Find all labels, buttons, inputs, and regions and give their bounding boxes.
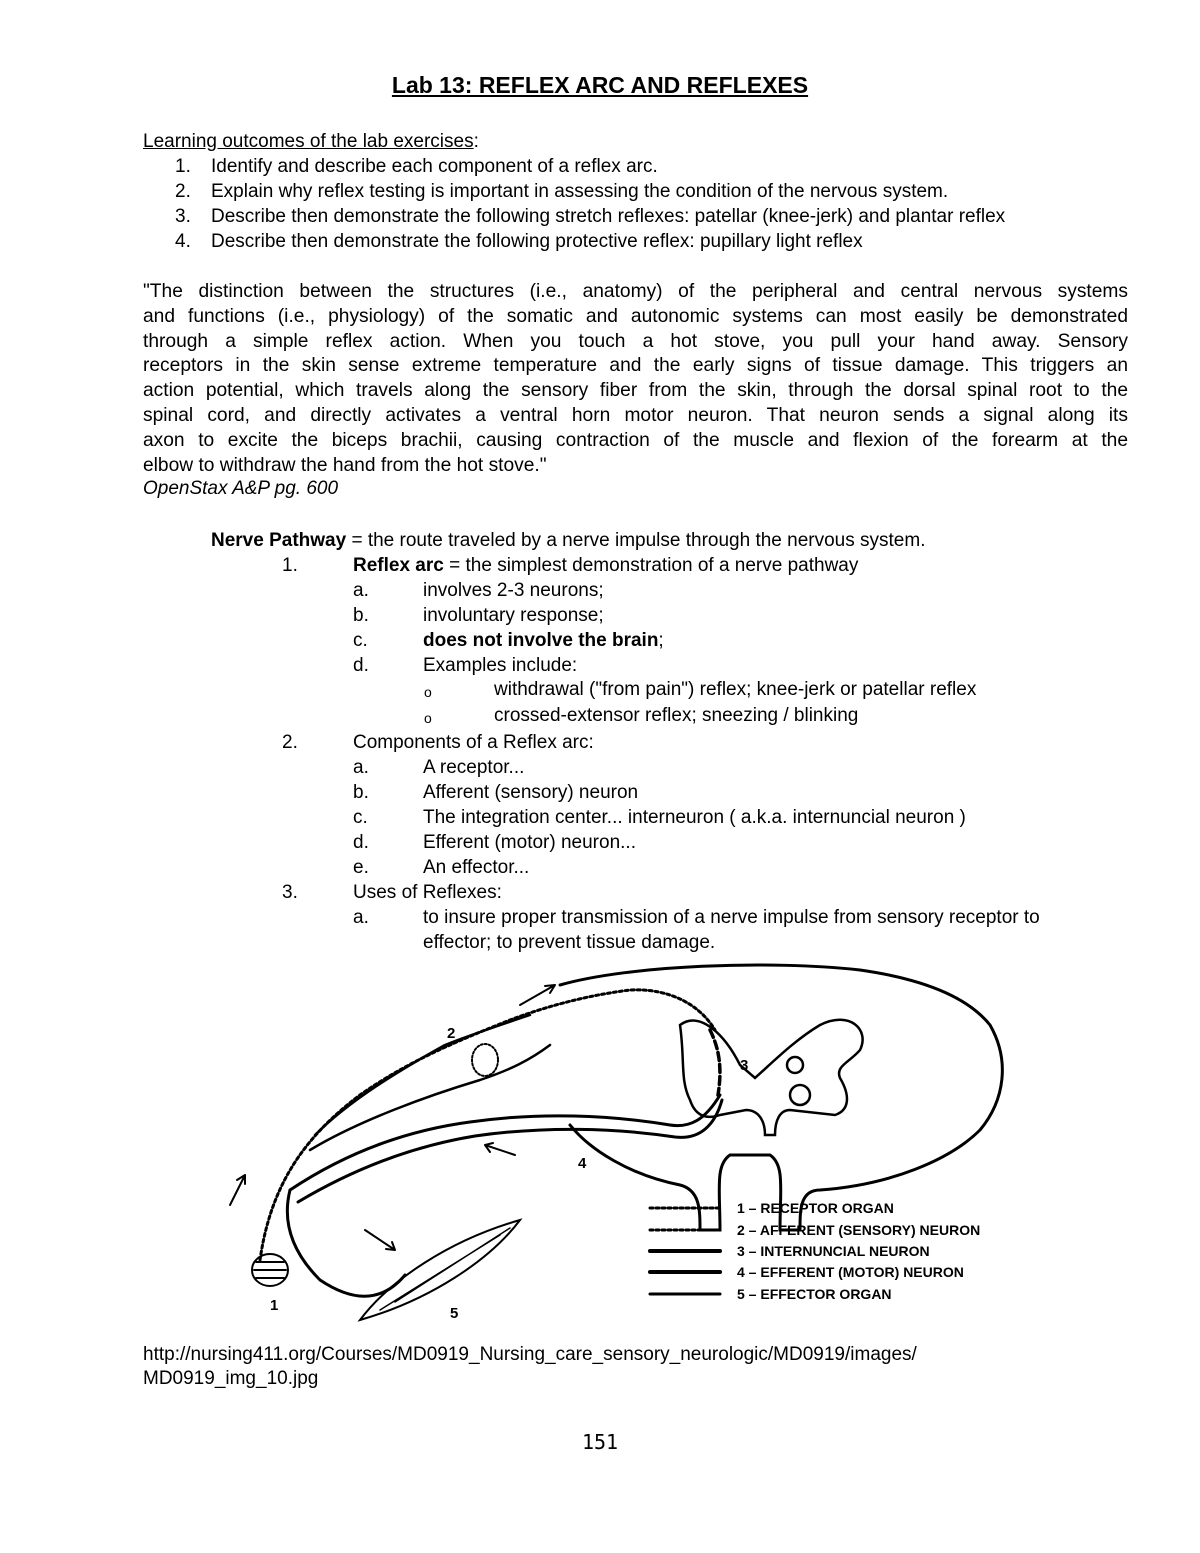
label-3: 3 [740,1057,749,1074]
section-text: Uses of Reflexes: [353,882,502,903]
outcome-num: 3. [175,206,191,227]
nerve-pathway-definition [211,528,925,553]
outcomes-heading-text: Learning outcomes of the lab exercises [143,131,474,152]
item-text: The integration center... interneuron ( a.k.a. internuncial neuron ) [423,807,966,828]
item-text: Afferent (sensory) neuron [423,782,639,803]
arrow-effector [365,1230,395,1250]
reflex-arc-diagram [210,950,1110,1330]
reflex-arc-text: = the simplest demonstration of a nerve pathway [443,555,859,576]
item-letter: b. [353,605,369,626]
page-number: 151 [581,1430,619,1454]
internuncial-path [710,1030,720,1095]
legend-item: 2 – AFFERENT (SENSORY) NEURON [737,1222,981,1238]
legend-item: 4 – EFFERENT (MOTOR) NEURON [737,1264,964,1280]
reflex-arc-definition [353,553,858,578]
label-5: 5 [450,1305,459,1322]
efferent-fiber [287,1190,405,1296]
receptor-organ-fill [254,1262,286,1278]
section-num: 2. [282,732,298,753]
item-text-suffix: ; [658,630,664,651]
outcome-num: 4. [175,231,191,252]
quote-line: receptors in the skin sense extreme temperature and the early signs of tissue damage. This triggers an [143,355,1128,377]
nerve-pathway-text: = the route traveled by a nerve impulse through the nervous system. [346,530,926,551]
quote-line: through a simple reflex action. When you touch a hot stove, you pull your hand away. Sensory [143,330,1128,352]
central-canal-lower [790,1085,810,1105]
item-letter: b. [353,782,369,803]
item-letter: a. [353,580,369,601]
effector-muscle-fibers [380,1228,510,1310]
item-letter: c. [353,630,368,651]
item-bold-text: does not involve the brain [423,630,659,651]
quote-line: "The distinction between the structures (i.e., anatomy) of the peripheral and central nervous systems [143,281,1128,302]
central-canal [787,1057,803,1073]
source-url-line2: MD0919_img_10.jpg [143,1368,319,1389]
quote-line: elbow to withdraw the hand from the hot stove." [143,454,547,476]
outcomes-heading-colon: : [473,131,479,152]
item-text: involves 2-3 neurons; [423,580,604,601]
effector-muscle [360,1220,520,1320]
quote-line: spinal cord, and directly activates a ventral horn motor neuron. That neuron sends a signal along its [143,404,1128,426]
ventral-root-outer [290,1095,720,1190]
label-1: 1 [270,1297,279,1314]
outcome-text: Explain why reflex testing is important in assessing the condition of the nervous system. [211,181,949,202]
item-letter: a. [353,757,369,778]
bullet-text: withdrawal ("from pain") reflex; knee-jerk or patellar reflex [494,679,977,700]
item-text-continued: effector; to prevent tissue damage. [423,932,716,953]
outcome-text: Describe then demonstrate the following stretch reflexes: patellar (knee-jerk) and plantar reflex [211,206,1006,227]
dorsal-root-inner [310,1045,550,1150]
nerve-pathway-term: Nerve Pathway [211,530,347,551]
item-letter: c. [353,807,368,828]
item-text: A receptor... [423,757,525,778]
source-url-line1: http://nursing411.org/Courses/MD0919_Nursing_care_sensory_neurologic/MD0919/images/ [143,1344,917,1365]
quote-line: action potential, which travels along the sensory fiber from the skin, through the dorsal spinal root to the [143,380,1128,402]
quote-line: and functions (i.e., physiology) of the somatic and autonomic systems can most easily be demonstrated [143,305,1128,327]
outcome-num: 2. [175,181,191,202]
item-letter: d. [353,832,369,853]
dorsal-root-outline [315,1015,530,1135]
bullet-mark: o [424,710,432,726]
outcome-text: Describe then demonstrate the following protective reflex: pupillary light reflex [211,231,863,252]
spinal-cord-outline [560,965,1002,1230]
section-num: 1. [282,555,298,576]
legend-item: 5 – EFFECTOR ORGAN [737,1286,892,1302]
bullet-mark: o [424,684,432,700]
legend-item: 3 – INTERNUNCIAL NEURON [737,1243,930,1259]
outcome-text: Identify and describe each component of a reflex arc. [211,156,658,177]
page-title: Lab 13: REFLEX ARC AND REFLEXES [391,72,809,98]
arrow-receptor [230,1175,245,1205]
item-letter: a. [353,907,369,928]
label-4: 4 [578,1155,587,1172]
item-text: An effector... [423,857,530,878]
item-letter: e. [353,857,369,878]
quote-line: axon to excite the biceps brachii, causing contraction of the muscle and flexion of the forearm at the [143,429,1128,451]
item-text: Efferent (motor) neuron... [423,832,636,853]
item-text [423,628,664,653]
item-text: Examples include: [423,655,578,676]
outcomes-heading [143,129,479,154]
section-num: 3. [282,882,298,903]
dorsal-root-ganglion [472,1044,498,1076]
bullet-text: crossed-extensor reflex; sneezing / blinking [494,705,859,726]
outcome-num: 1. [175,156,191,177]
quote-citation: OpenStax A&P pg. 600 [143,478,339,499]
quote-paragraph [143,280,1128,478]
arrow-efferent [485,1143,515,1155]
legend-item: 1 – RECEPTOR ORGAN [737,1200,894,1216]
arrow-afferent [520,985,555,1005]
label-2: 2 [447,1025,456,1042]
grey-matter [680,1020,863,1135]
section-text: Components of a Reflex arc: [353,732,594,753]
item-letter: d. [353,655,369,676]
reflex-arc-term: Reflex arc [353,555,444,576]
item-text: involuntary response; [423,605,604,626]
item-text: to insure proper transmission of a nerve impulse from sensory receptor to [423,907,1040,928]
